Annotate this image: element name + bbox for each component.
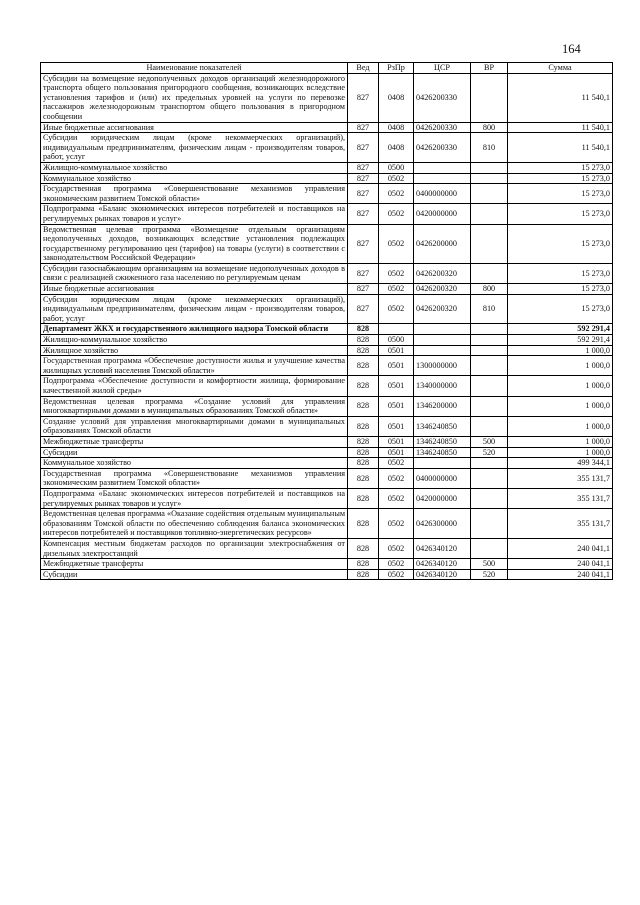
cell-name: Субсидии газоснабжающим организациям на возмещение недополученных доходов в связи с реализацией сжиженного газа населению по регулируемым ценам <box>41 263 348 283</box>
cell-name: Коммунальное хозяйство <box>41 458 348 469</box>
table-row <box>41 284 613 295</box>
cell-sum: 1 000,0 <box>508 376 613 396</box>
cell-ved: 828 <box>348 488 379 508</box>
cell-sum: 11 540,1 <box>508 133 613 163</box>
cell-rzpr: 0502 <box>379 559 414 570</box>
cell-name: Подпрограмма «Баланс экономических интересов потребителей и поставщиков на регулируемых рынках товаров и услуг» <box>41 204 348 224</box>
cell-name: Ведомственная целевая программа «Создание условий для управления многоквартирными домами в муниципальных образованиях Томской области» <box>41 396 348 416</box>
cell-name: Государственная программа «Совершенствование механизмов управления экономическим развитием Томской области» <box>41 468 348 488</box>
cell-rzpr: 0500 <box>379 162 414 173</box>
table-row <box>41 162 613 173</box>
cell-vr: 500 <box>471 436 508 447</box>
cell-rzpr: 0501 <box>379 376 414 396</box>
table-row <box>41 73 613 122</box>
cell-ved: 828 <box>348 376 379 396</box>
header-sum: Сумма <box>508 63 613 74</box>
cell-vr <box>471 416 508 436</box>
cell-csr: 0426300000 <box>414 509 471 539</box>
cell-csr: 0426200330 <box>414 73 471 122</box>
cell-name: Государственная программа «Обеспечение доступности жилья и улучшение качества жилищных условий населения Томской области» <box>41 356 348 376</box>
table-row <box>41 447 613 458</box>
cell-vr <box>471 345 508 356</box>
cell-csr: 0426200330 <box>414 133 471 163</box>
header-vr: ВР <box>471 63 508 74</box>
cell-rzpr: 0502 <box>379 569 414 580</box>
cell-csr: 0420000000 <box>414 204 471 224</box>
cell-name: Жилищно-коммунальное хозяйство <box>41 162 348 173</box>
cell-sum: 15 273,0 <box>508 294 613 324</box>
cell-csr: 0426340120 <box>414 559 471 570</box>
cell-sum: 1 000,0 <box>508 356 613 376</box>
cell-sum: 592 291,4 <box>508 335 613 346</box>
cell-vr: 810 <box>471 133 508 163</box>
table-row <box>41 436 613 447</box>
table-row <box>41 468 613 488</box>
cell-ved: 828 <box>348 447 379 458</box>
cell-name: Иные бюджетные ассигнования <box>41 284 348 295</box>
cell-sum: 11 540,1 <box>508 122 613 133</box>
cell-rzpr: 0502 <box>379 263 414 283</box>
header-csr: ЦСР <box>414 63 471 74</box>
cell-csr: 1300000000 <box>414 356 471 376</box>
cell-csr: 1346200000 <box>414 396 471 416</box>
cell-vr <box>471 263 508 283</box>
table-row <box>41 488 613 508</box>
cell-ved: 827 <box>348 162 379 173</box>
cell-ved: 827 <box>348 184 379 204</box>
cell-vr <box>471 335 508 346</box>
cell-vr <box>471 324 508 335</box>
cell-sum: 15 273,0 <box>508 284 613 295</box>
cell-rzpr: 0408 <box>379 122 414 133</box>
cell-sum: 1 000,0 <box>508 345 613 356</box>
cell-ved: 827 <box>348 173 379 184</box>
cell-sum: 1 000,0 <box>508 436 613 447</box>
cell-ved: 828 <box>348 345 379 356</box>
cell-rzpr: 0501 <box>379 447 414 458</box>
cell-sum: 11 540,1 <box>508 73 613 122</box>
cell-rzpr: 0502 <box>379 538 414 558</box>
cell-csr: 1346240850 <box>414 436 471 447</box>
cell-rzpr: 0500 <box>379 335 414 346</box>
cell-sum: 15 273,0 <box>508 263 613 283</box>
cell-rzpr: 0502 <box>379 294 414 324</box>
cell-csr: 0426340120 <box>414 538 471 558</box>
cell-sum: 1 000,0 <box>508 447 613 458</box>
cell-vr <box>471 173 508 184</box>
cell-vr <box>471 184 508 204</box>
cell-vr: 800 <box>471 284 508 295</box>
table-row <box>41 335 613 346</box>
cell-sum: 15 273,0 <box>508 224 613 263</box>
cell-name: Жилищно-коммунальное хозяйство <box>41 335 348 346</box>
cell-csr: 0426200320 <box>414 263 471 283</box>
cell-rzpr: 0502 <box>379 284 414 295</box>
table-row <box>41 184 613 204</box>
cell-sum: 355 131,7 <box>508 509 613 539</box>
cell-sum: 355 131,7 <box>508 488 613 508</box>
cell-vr <box>471 356 508 376</box>
table-row <box>41 133 613 163</box>
cell-sum: 240 041,1 <box>508 569 613 580</box>
cell-rzpr: 0502 <box>379 468 414 488</box>
cell-sum: 240 041,1 <box>508 538 613 558</box>
cell-csr: 0426340120 <box>414 569 471 580</box>
cell-sum: 592 291,4 <box>508 324 613 335</box>
cell-name: Межбюджетные трансферты <box>41 559 348 570</box>
table-body <box>41 73 613 580</box>
cell-csr: 1346240850 <box>414 447 471 458</box>
cell-name: Субсидии юридическим лицам (кроме некоммерческих организаций), индивидуальным предпринимателям, физическим лицам - производителям товаров, работ, услуг <box>41 294 348 324</box>
table-row <box>41 204 613 224</box>
cell-sum: 15 273,0 <box>508 204 613 224</box>
cell-name: Субсидии на возмещение недополученных доходов организаций железнодорожного транспорта общего пользования пригородного сообщения, возникающих вследствие установления тарифов и (или) их предельных уровней на услуги по перевозке пассажиров железнодорожным транспортом общего пользования в пригородном сообщении <box>41 73 348 122</box>
cell-name: Департамент ЖКХ и государственного жилищного надзора Томской области <box>41 324 348 335</box>
cell-vr <box>471 468 508 488</box>
cell-vr <box>471 396 508 416</box>
cell-sum: 15 273,0 <box>508 184 613 204</box>
cell-ved: 828 <box>348 569 379 580</box>
cell-vr <box>471 488 508 508</box>
cell-ved: 827 <box>348 73 379 122</box>
cell-vr: 810 <box>471 294 508 324</box>
cell-csr <box>414 173 471 184</box>
cell-rzpr: 0502 <box>379 204 414 224</box>
cell-csr <box>414 162 471 173</box>
cell-name: Коммунальное хозяйство <box>41 173 348 184</box>
cell-vr <box>471 73 508 122</box>
cell-sum: 1 000,0 <box>508 416 613 436</box>
cell-ved: 828 <box>348 335 379 346</box>
cell-ved: 828 <box>348 468 379 488</box>
cell-ved: 828 <box>348 416 379 436</box>
cell-name: Жилищное хозяйство <box>41 345 348 356</box>
cell-csr: 0426200330 <box>414 122 471 133</box>
cell-rzpr: 0502 <box>379 224 414 263</box>
cell-name: Субсидии <box>41 447 348 458</box>
table-row <box>41 396 613 416</box>
cell-rzpr: 0501 <box>379 345 414 356</box>
cell-name: Ведомственная целевая программа «Возмещение отдельным организациям недополученных доходов, возникающих вследствие установления подлежащих государственному регулированию цен (тарифов) на товары (услуги) в соответствии с законодательством Российской Федерации» <box>41 224 348 263</box>
cell-sum: 1 000,0 <box>508 396 613 416</box>
table-row <box>41 416 613 436</box>
table-row <box>41 173 613 184</box>
cell-ved: 827 <box>348 284 379 295</box>
cell-ved: 828 <box>348 436 379 447</box>
cell-ved: 828 <box>348 559 379 570</box>
cell-ved: 828 <box>348 458 379 469</box>
cell-vr <box>471 162 508 173</box>
header-rzpr: РзПр <box>379 63 414 74</box>
table-row <box>41 263 613 283</box>
cell-sum: 240 041,1 <box>508 559 613 570</box>
header-name: Наименование показателей <box>41 63 348 74</box>
table-row <box>41 345 613 356</box>
cell-vr: 520 <box>471 569 508 580</box>
cell-name: Субсидии <box>41 569 348 580</box>
cell-name: Межбюджетные трансферты <box>41 436 348 447</box>
cell-csr <box>414 324 471 335</box>
cell-name: Ведомственная целевая программа «Оказание содействия отдельным муниципальным образованиям Томской области по обеспечению соблюдения баланса экономических интересов потребителей и поставщиков топливно-энергетических ресурсов» <box>41 509 348 539</box>
cell-sum: 499 344,1 <box>508 458 613 469</box>
cell-vr: 800 <box>471 122 508 133</box>
cell-name: Подпрограмма «Обеспечение доступности и комфортности жилища, формирование качественной жилой среды» <box>41 376 348 396</box>
cell-ved: 828 <box>348 538 379 558</box>
cell-ved: 828 <box>348 324 379 335</box>
cell-csr <box>414 345 471 356</box>
table-row <box>41 458 613 469</box>
cell-name: Создание условий для управления многоквартирными домами в муниципальных образованиях Томской области <box>41 416 348 436</box>
cell-rzpr: 0501 <box>379 436 414 447</box>
table-row <box>41 559 613 570</box>
cell-ved: 827 <box>348 122 379 133</box>
cell-csr <box>414 458 471 469</box>
cell-rzpr: 0502 <box>379 173 414 184</box>
table-row <box>41 122 613 133</box>
cell-vr <box>471 224 508 263</box>
cell-ved: 827 <box>348 294 379 324</box>
cell-ved: 827 <box>348 224 379 263</box>
cell-rzpr: 0502 <box>379 458 414 469</box>
table-header <box>41 63 613 74</box>
table-row <box>41 538 613 558</box>
table-row <box>41 569 613 580</box>
cell-rzpr: 0501 <box>379 396 414 416</box>
cell-vr <box>471 538 508 558</box>
cell-csr: 0426200000 <box>414 224 471 263</box>
table-row <box>41 224 613 263</box>
table-row <box>41 356 613 376</box>
cell-vr: 520 <box>471 447 508 458</box>
cell-rzpr: 0502 <box>379 184 414 204</box>
cell-rzpr: 0408 <box>379 133 414 163</box>
cell-name: Иные бюджетные ассигнования <box>41 122 348 133</box>
table-row <box>41 509 613 539</box>
cell-csr: 1340000000 <box>414 376 471 396</box>
cell-ved: 828 <box>348 396 379 416</box>
cell-ved: 828 <box>348 509 379 539</box>
cell-ved: 827 <box>348 263 379 283</box>
cell-rzpr: 0502 <box>379 509 414 539</box>
cell-csr: 0426200320 <box>414 284 471 295</box>
cell-name: Субсидии юридическим лицам (кроме некоммерческих организаций), индивидуальным предпринимателям, физическим лицам - производителям товаров, работ, услуг <box>41 133 348 163</box>
table-row <box>41 324 613 335</box>
cell-name: Подпрограмма «Баланс экономических интересов потребителей и поставщиков на регулируемых рынках товаров и услуг» <box>41 488 348 508</box>
cell-rzpr <box>379 324 414 335</box>
cell-vr <box>471 458 508 469</box>
cell-vr <box>471 509 508 539</box>
cell-sum: 355 131,7 <box>508 468 613 488</box>
cell-name: Компенсация местным бюджетам расходов по организации электроснабжения от дизельных электростанций <box>41 538 348 558</box>
cell-csr: 1346240850 <box>414 416 471 436</box>
cell-rzpr: 0502 <box>379 488 414 508</box>
cell-sum: 15 273,0 <box>508 173 613 184</box>
cell-csr <box>414 335 471 346</box>
cell-vr <box>471 204 508 224</box>
budget-table <box>40 62 613 580</box>
cell-csr: 0400000000 <box>414 184 471 204</box>
cell-ved: 827 <box>348 133 379 163</box>
cell-ved: 827 <box>348 204 379 224</box>
cell-csr: 0420000000 <box>414 488 471 508</box>
cell-rzpr: 0408 <box>379 73 414 122</box>
page-number: 164 <box>562 42 581 56</box>
cell-vr <box>471 376 508 396</box>
cell-csr: 0426200320 <box>414 294 471 324</box>
cell-ved: 828 <box>348 356 379 376</box>
header-row <box>41 63 613 74</box>
cell-csr: 0400000000 <box>414 468 471 488</box>
table-row <box>41 294 613 324</box>
cell-name: Государственная программа «Совершенствование механизмов управления экономическим развитием Томской области» <box>41 184 348 204</box>
header-ved: Вед <box>348 63 379 74</box>
table-row <box>41 376 613 396</box>
cell-rzpr: 0501 <box>379 356 414 376</box>
cell-sum: 15 273,0 <box>508 162 613 173</box>
cell-vr: 500 <box>471 559 508 570</box>
cell-rzpr: 0501 <box>379 416 414 436</box>
